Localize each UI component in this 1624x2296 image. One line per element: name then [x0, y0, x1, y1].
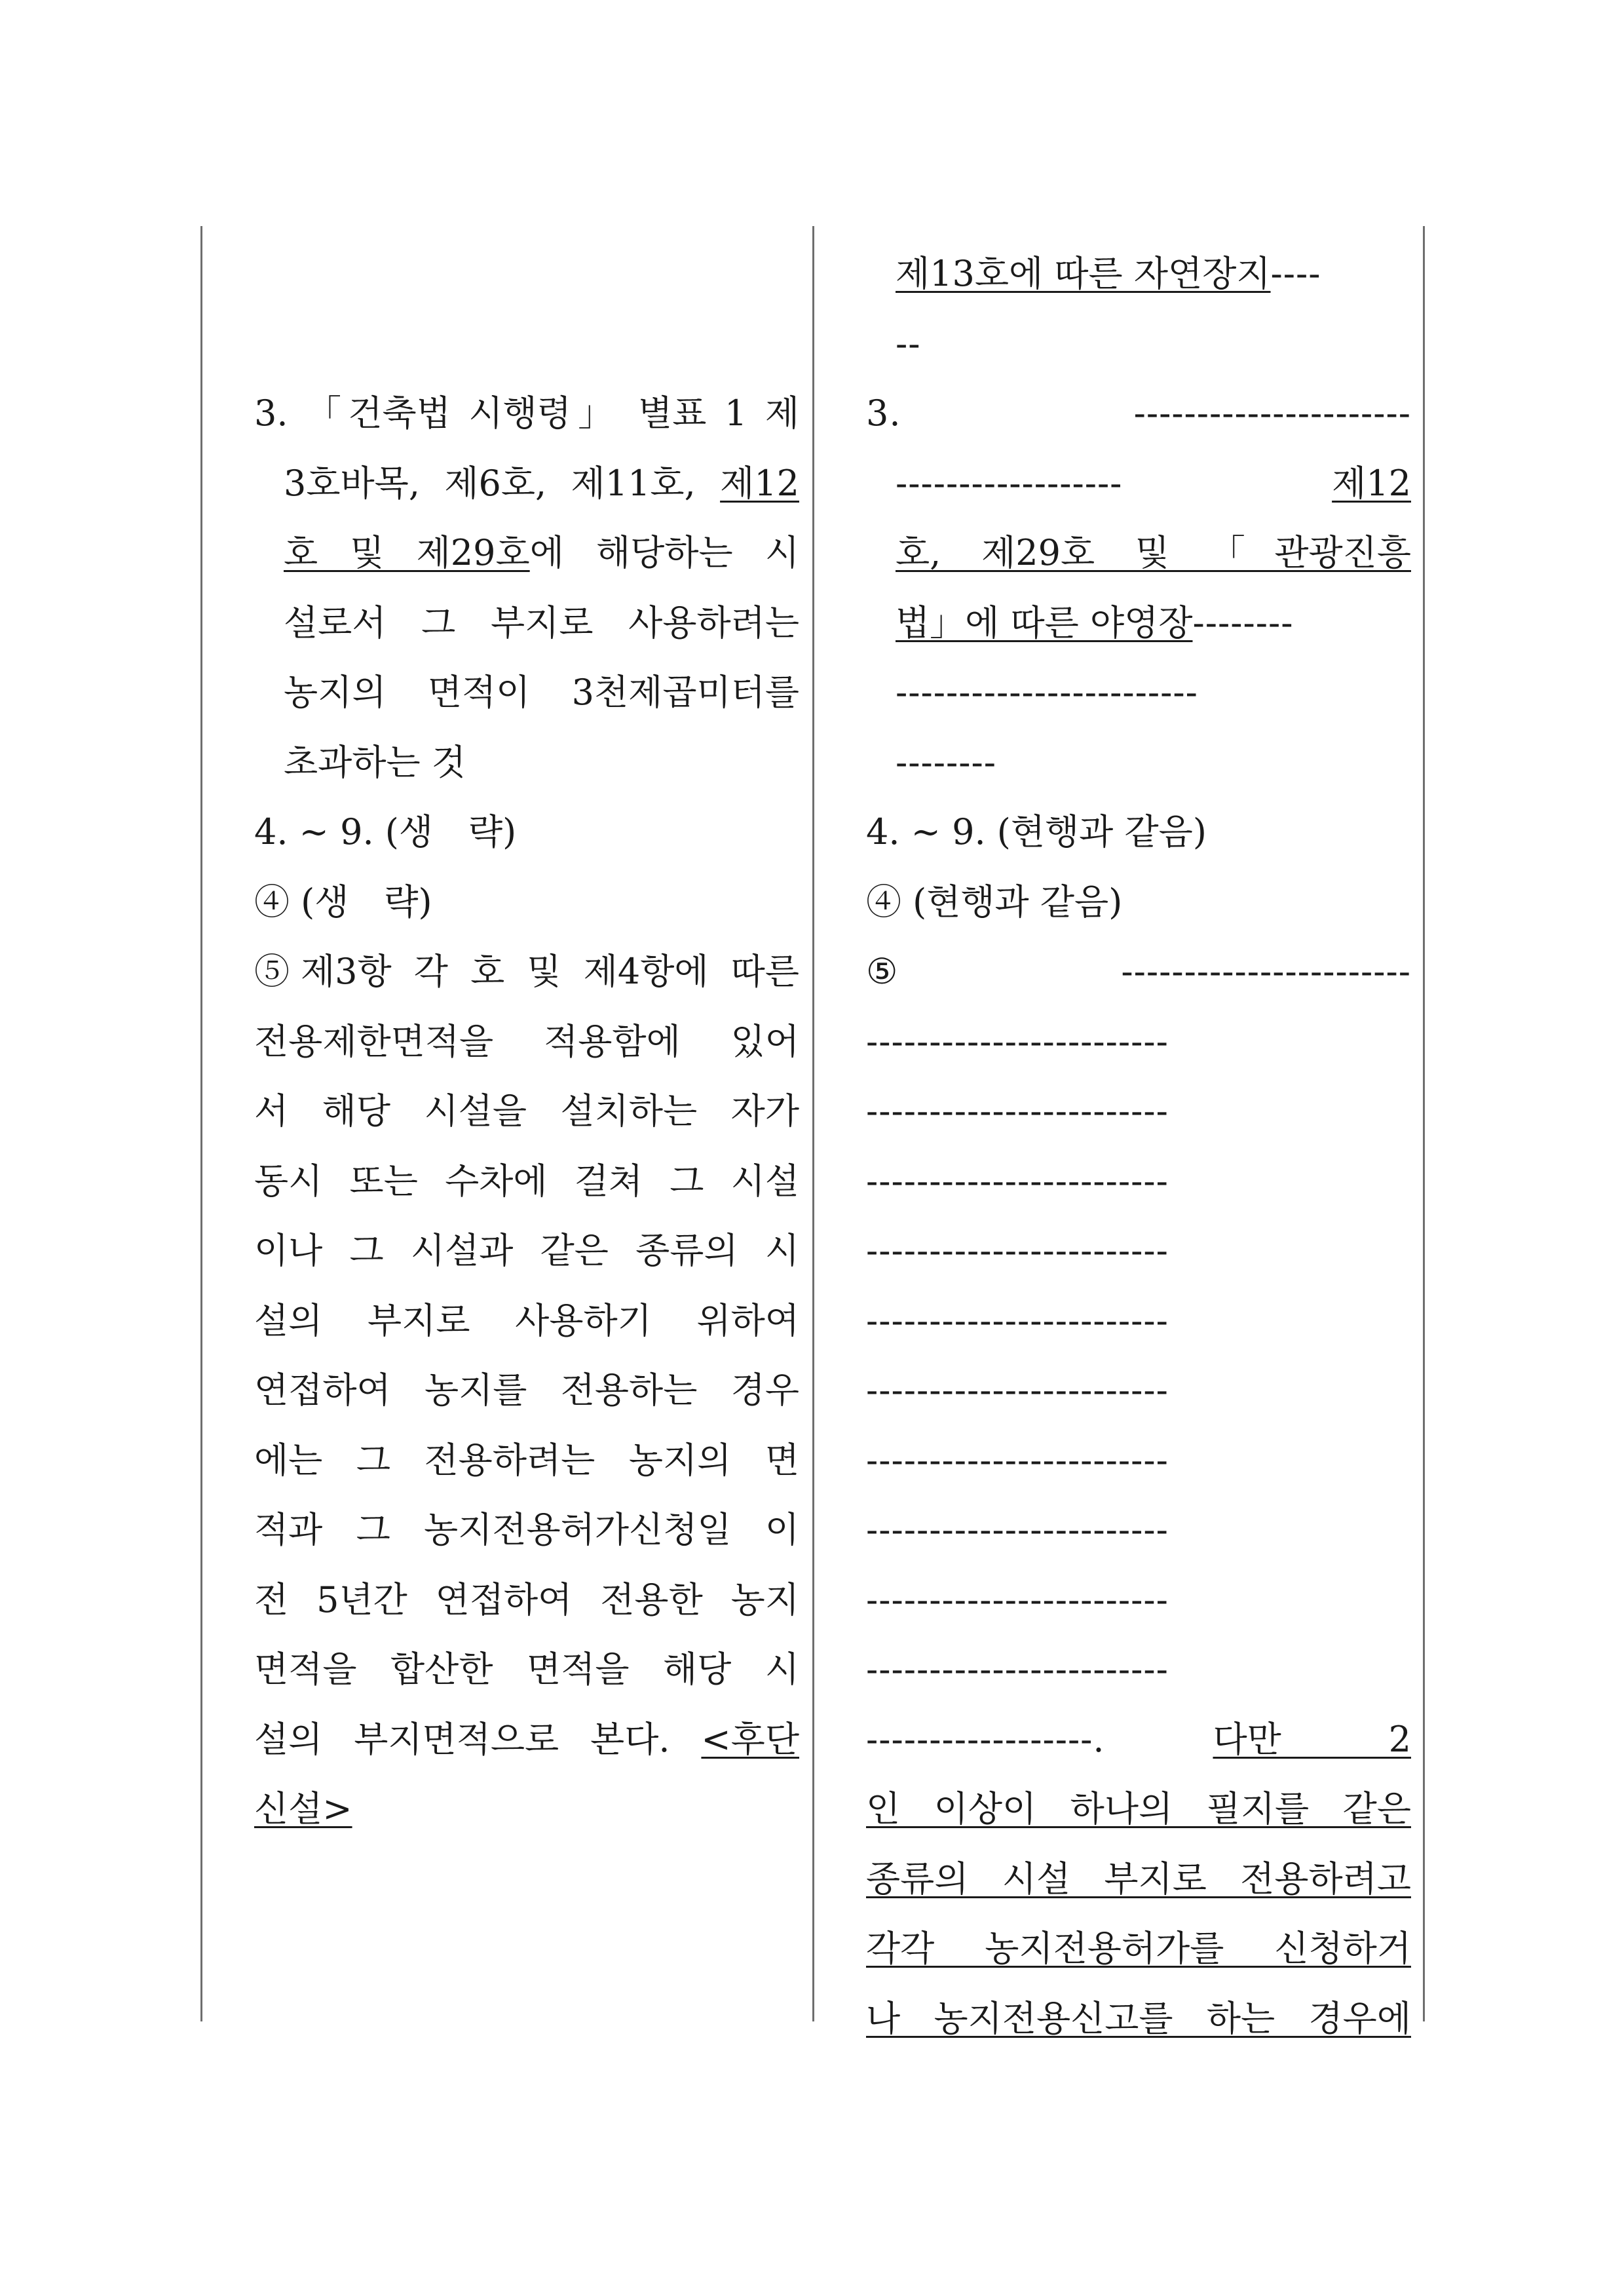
amended-text: 신설> [254, 1788, 352, 1829]
amended-text: 종류의 시설 부지로 전용하려고 [866, 1858, 1411, 1900]
amended-text: 제12 [720, 462, 799, 504]
paragraph-5-line: 면적을 합산한 면적을 해당 시 [254, 1649, 799, 1690]
amended-text: 나 농지전용신고를 하는 경우에 [866, 1997, 1411, 2039]
amended-text-column [866, 239, 1411, 2054]
paragraph-5-line: 설의 부지면적으로 본다. <후단 [254, 1718, 799, 1760]
dash-line: ------------------------ [866, 1649, 1169, 1690]
dash-line: ------------------------ [866, 1020, 1169, 1062]
paragraph-5-line: 연접하여 농지를 전용하는 경우 [254, 1369, 799, 1411]
item-3-line-4: 설로서 그 부지로 사용하려는 [284, 602, 799, 643]
amended-text: 법」에 따른 야영장 [896, 602, 1193, 643]
paragraph-5-line: 설의 부지로 사용하기 위하여 [254, 1299, 799, 1341]
item-3-line-1: 3. 「건축법 시행령」 별표 1 제 [254, 392, 799, 434]
amended-text: 각각 농지전용허가를 신청하거 [866, 1928, 1411, 1969]
item-3-line-3: 호 및 제29호에 해당하는 시 [284, 532, 799, 573]
column-rule-middle [812, 226, 814, 2021]
amended-text: <후단 [701, 1718, 799, 1760]
paragraph-5-line: ⑤----------------------- [866, 951, 1411, 992]
items-4-9: 4. ∼ 9. (현행과 같음) [866, 811, 1207, 852]
amended-text: 제13호에 따른 자연장지 [896, 253, 1271, 294]
dash-line: ------------------------ [866, 1230, 1169, 1271]
dash-line: ------------------------ [866, 1090, 1169, 1132]
paragraph-4: ④ (현행과 같음) [866, 881, 1123, 923]
paragraph-4: ④ (생 략) [254, 881, 432, 923]
blank-line [254, 309, 799, 379]
paragraph-5-line: 전용제한면적을 적용함에 있어 [254, 1020, 799, 1062]
item-3-line-5: 농지의 면적이 3천제곱미터를 [284, 672, 799, 713]
column-rule-left [200, 226, 202, 2021]
dash-line: ------------------------ [866, 1439, 1169, 1481]
item-3-line-2: ------------------ 제12 [896, 462, 1411, 504]
dash-line: ------------------------ [866, 1578, 1169, 1620]
dash-line: ------------------------ [866, 1369, 1169, 1411]
amended-text: 호 및 제29호 [284, 532, 530, 573]
paragraph-5-line: 서 해당 시설을 설치하는 자가 [254, 1090, 799, 1132]
item-3-line-3 [866, 518, 1411, 588]
dash-line: ------------------------ [866, 1509, 1169, 1550]
item-3-line-5: ------------------------ [896, 672, 1198, 713]
carryover-line-1: 제13호에 따른 자연장지---- [896, 253, 1321, 294]
paragraph-5-line: ------------------. 다만 2 [866, 1718, 1411, 1760]
item-3-line-4: 법」에 따른 야영장-------- [896, 602, 1294, 643]
blank-line [254, 239, 799, 309]
paragraph-5-line: 에는 그 전용하려는 농지의 면 [254, 1439, 799, 1481]
item-3-line-2: 3호바목, 제6호, 제11호, 제12 [284, 462, 799, 504]
paragraph-5-line: ⑤제3항 각 호 및 제4항에 따른 [254, 951, 799, 992]
paragraph-5-line: 적과 그 농지전용허가신청일 이 [254, 1509, 799, 1550]
dash-line: ------------------------ [866, 1299, 1169, 1341]
current-text-column [254, 239, 799, 1845]
items-4-9: 4. ∼ 9. (생 략) [254, 811, 517, 852]
amended-text: 호, 제29호 및 「관광진흥 [896, 532, 1411, 573]
paragraph-5-line: 이나 그 시설과 같은 종류의 시 [254, 1230, 799, 1271]
amended-text: 제12 [1332, 462, 1411, 504]
item-3-line-1: 3. ---------------------- [866, 392, 1411, 434]
column-rule-right [1423, 226, 1425, 2021]
dash-line: ------------------------ [866, 1160, 1169, 1202]
carryover-line-2: -- [896, 322, 921, 364]
amended-text: 다만 2 [1213, 1718, 1411, 1760]
paragraph-5-line [866, 1984, 1411, 2054]
paragraph-5-line: 동시 또는 수차에 걸쳐 그 시설 [254, 1160, 799, 1202]
paragraph-5-line [866, 1845, 1411, 1915]
paragraph-5-line [254, 1774, 799, 1845]
paragraph-5-line [866, 1914, 1411, 1984]
item-3-line-6: 초과하는 것 [284, 741, 466, 783]
amended-text: 인 이상이 하나의 필지를 같은 [866, 1788, 1411, 1829]
paragraph-5-line: 전 5년간 연접하여 전용한 농지 [254, 1578, 799, 1620]
paragraph-5-line [866, 1774, 1411, 1845]
item-3-line-6: -------- [896, 741, 996, 783]
